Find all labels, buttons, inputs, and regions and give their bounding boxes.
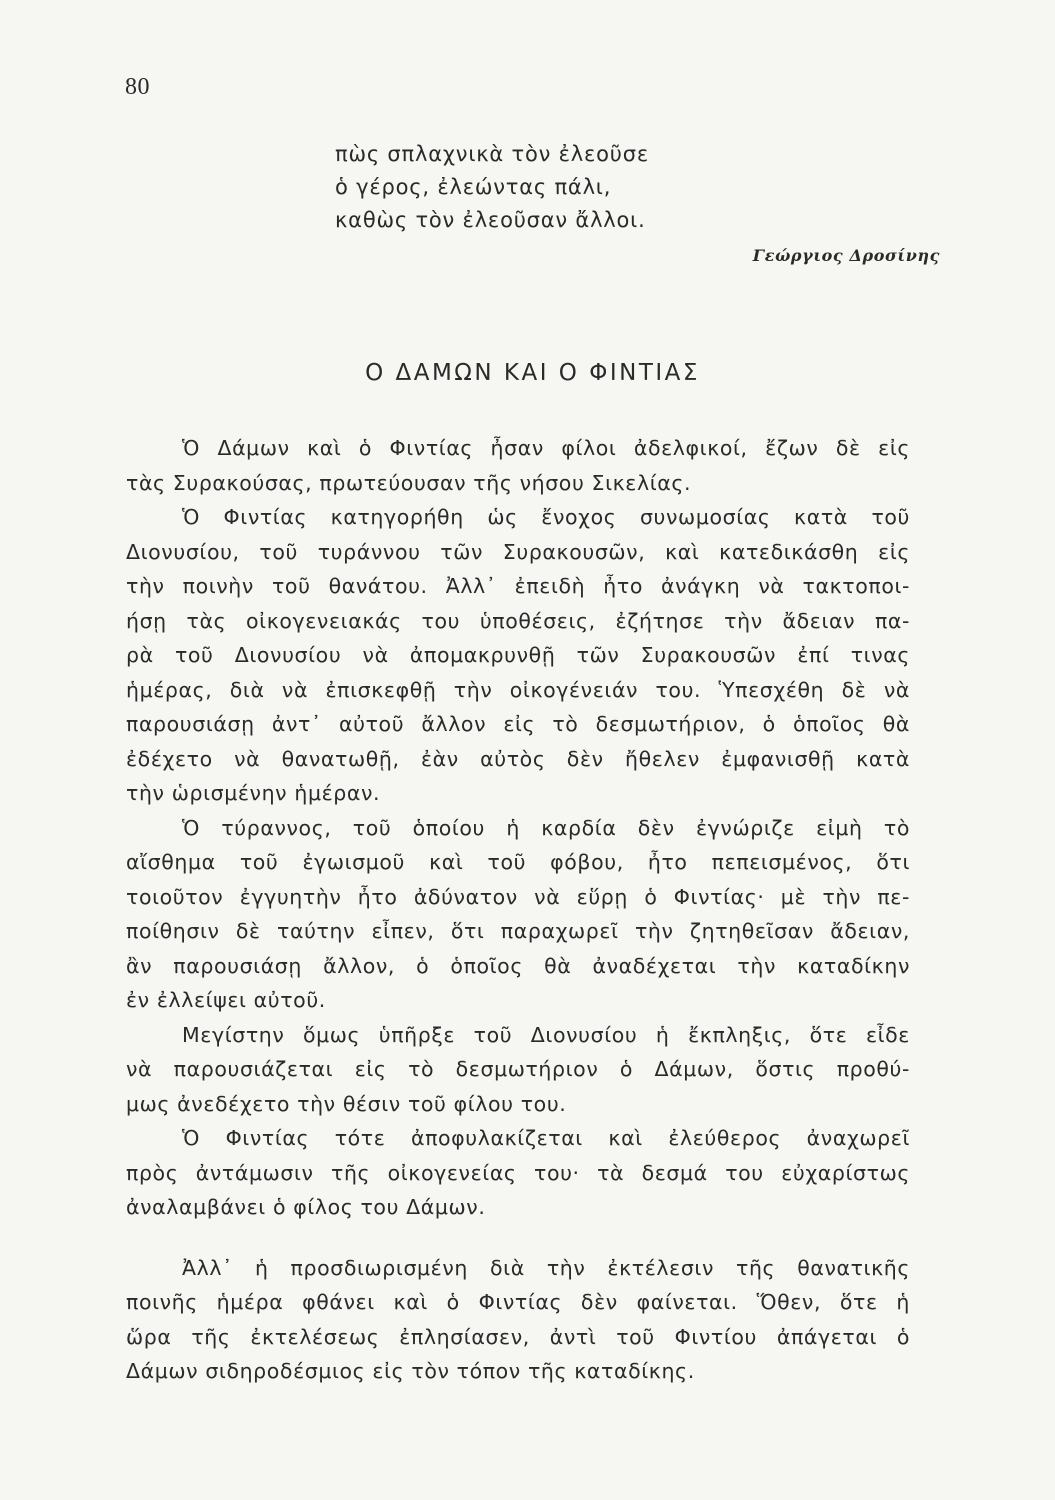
poem-line: ὁ γέρος, ἐλεώντας πάλι, <box>335 175 612 199</box>
poem-line: πὼς σπλαχνικὰ τὸν ἐλεοῦσε <box>335 142 649 166</box>
text-line: Μεγίστην ὅμως ὑπῆρξε τοῦ Διονυσίου ἡ ἔκπληξις, ὅτε εἶδε <box>182 1022 910 1047</box>
text-line: ἀναλαμβάνει ὁ φίλος του Δάμων. <box>126 1195 486 1219</box>
text-line: τοιοῦτον ἐγγυητὴν ἦτο ἀδύνατον νὰ εὕρῃ ὁ Φιντίας· μὲ τὴν πε- <box>126 884 910 909</box>
text-line: τὰς Συρακούσας, πρωτεύουσαν τῆς νήσου Σικελίας. <box>126 470 692 495</box>
text-line: ἂν παρουσιάσῃ ἄλλον, ὁ ὁποῖος θὰ ἀναδέχεται τὴν καταδίκην <box>126 953 910 978</box>
page-number: 80 <box>125 74 150 100</box>
text-line: παρουσιάσῃ ἀντ᾿ αὐτοῦ ἄλλον εἰς τὸ δεσμωτήριον, ὁ ὁποῖος θὰ <box>126 712 910 736</box>
poem-author: Γεώργιος Δροσίνης <box>752 246 940 265</box>
text-line: ἡμέρας, διὰ νὰ ἐπισκεφθῇ τὴν οἰκογένειάν του. Ὑπεσχέθη δὲ νὰ <box>126 677 910 702</box>
text-line: τὴν ποινὴν τοῦ θανάτου. Ἀλλ᾿ ἐπειδὴ ἦτο ἀνάγκη νὰ τακτοποι- <box>126 574 910 598</box>
story-title: Ο ΔΑΜΩΝ ΚΑΙ Ο ΦΙΝΤΙΑΣ <box>365 360 700 386</box>
text-line: Διονυσίου, τοῦ τυράννου τῶν Συρακουσῶν, καὶ κατεδικάσθη εἰς <box>126 539 910 564</box>
text-line: ἐδέχετο νὰ θανατωθῇ, ἐὰν αὐτὸς δὲν ἤθελεν ἐμφανισθῇ κατὰ <box>126 746 910 771</box>
poem-line: καθὼς τὸν ἐλεοῦσαν ἄλλοι. <box>335 208 646 232</box>
text-line: Ὁ Δάμων καὶ ὁ Φιντίας ἦσαν φίλοι ἀδελφικοί, ἔζων δὲ εἰς <box>182 436 910 460</box>
text-line: Δάμων σιδηροδέσμιος εἰς τὸν τόπον τῆς καταδίκης. <box>126 1359 695 1383</box>
text-line: ήσῃ τὰς οἰκογενειακάς του ὑποθέσεις, ἐζήτησε τὴν ἄδειαν πα- <box>126 608 910 633</box>
text-line: πρὸς ἀντάμωσιν τῆς οἰκογενείας του· τὰ δεσμά του εὐχαρίστως <box>126 1160 910 1185</box>
text-line: μως ἀνεδέχετο τὴν θέσιν τοῦ φίλου του. <box>126 1091 567 1116</box>
text-line: ἐν ἐλλείψει αὐτοῦ. <box>126 988 326 1012</box>
text-line: ὥρα τῆς ἐκτελέσεως ἐπλησίασεν, ἀντὶ τοῦ Φιντίου ἀπάγεται ὁ <box>126 1324 910 1349</box>
text-line: Ὁ Φιντίας τότε ἀποφυλακίζεται καὶ ἐλεύθερος ἀναχωρεῖ <box>182 1126 910 1150</box>
text-line: Ὁ Φιντίας κατηγορήθη ὡς ἔνοχος συνωμοσίας κατὰ τοῦ <box>182 505 910 529</box>
text-line: ποίθησιν δὲ ταύτην εἶπεν, ὅτι παραχωρεῖ τὴν ζητηθεῖσαν ἄδειαν, <box>126 919 910 943</box>
text-line: αἴσθημα τοῦ ἐγωισμοῦ καὶ τοῦ φόβου, ἦτο πεπεισμένος, ὅτι <box>126 850 910 874</box>
paragraph-gap <box>126 1225 910 1251</box>
text-line: Ἀλλ᾿ ἡ προσδιωρισμένη διὰ τὴν ἐκτέλεσιν τῆς θανατικῆς <box>182 1255 910 1280</box>
text-line: ρὰ τοῦ Διονυσίου νὰ ἀπομακρυνθῇ τῶν Συρακουσῶν ἐπί τινας <box>126 643 910 667</box>
text-line: νὰ παρουσιάζεται εἰς τὸ δεσμωτήριον ὁ Δάμων, ὅστις προθύ- <box>126 1057 910 1081</box>
poem-fragment <box>335 138 649 237</box>
story-body <box>126 431 910 1389</box>
text-line: τὴν ὡρισμένην ἡμέραν. <box>126 781 381 805</box>
text-line: Ὁ τύραννος, τοῦ ὁποίου ἡ καρδία δὲν ἐγνώριζε εἰμὴ τὸ <box>182 815 910 840</box>
text-line: ποινῆς ἡμέρα φθάνει καὶ ὁ Φιντίας δὲν φαίνεται. Ὅθεν, ὅτε ἡ <box>126 1290 910 1314</box>
